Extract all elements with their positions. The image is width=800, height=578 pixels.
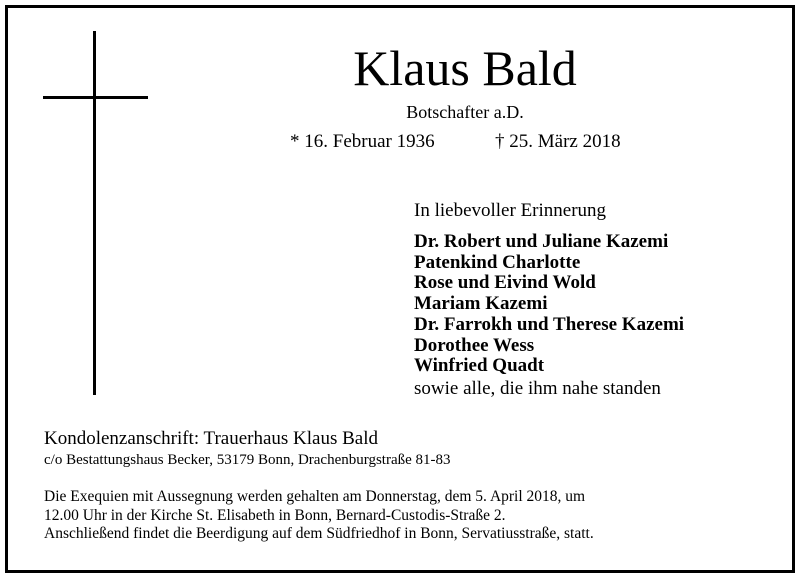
mourner-name: Rose und Eivind Wold xyxy=(414,272,596,294)
mourner-name: Dr. Robert und Juliane Kazemi xyxy=(414,231,669,252)
death-date: † 25. März 2018 xyxy=(495,131,621,152)
service-details xyxy=(44,488,760,544)
cross-vertical-bar xyxy=(93,31,96,395)
deceased-title: Botschafter a.D. xyxy=(406,102,524,122)
mourner-name: Patenkind Charlotte xyxy=(414,251,581,273)
service-line: 12.00 Uhr in der Kirche St. Elisabeth in Bonn, Bernard-Custodis-Straße 2. xyxy=(44,506,506,524)
mourners-closing: sowie alle, die ihm nahe standen xyxy=(414,378,661,399)
mourner-name: Dorothee Wess xyxy=(414,334,535,356)
mourner-list xyxy=(414,232,684,377)
service-line: Anschließend findet die Beerdigung auf dem Südfriedhof in Bonn, Servatiusstraße, statt. xyxy=(44,525,594,542)
condolence-heading: Kondolenzanschrift: Trauerhaus Klaus Bald xyxy=(44,428,379,449)
mourner-name: Dr. Farrokh und Therese Kazemi xyxy=(414,313,685,335)
cross-horizontal-bar xyxy=(43,96,148,99)
mourner-name: Mariam Kazemi xyxy=(414,293,548,315)
mourner-name: Winfried Quadt xyxy=(414,355,545,377)
deceased-name: Klaus Bald xyxy=(353,40,577,96)
birth-date: * 16. Februar 1936 xyxy=(290,131,435,152)
condolence-address: c/o Bestattungshaus Becker, 53179 Bonn, Drachenburgstraße 81-83 xyxy=(44,452,451,468)
service-line: Die Exequien mit Aussegnung werden gehalten am Donnerstag, dem 5. April 2018, um xyxy=(44,488,586,505)
memorial-intro: In liebevoller Erinnerung xyxy=(414,200,607,221)
